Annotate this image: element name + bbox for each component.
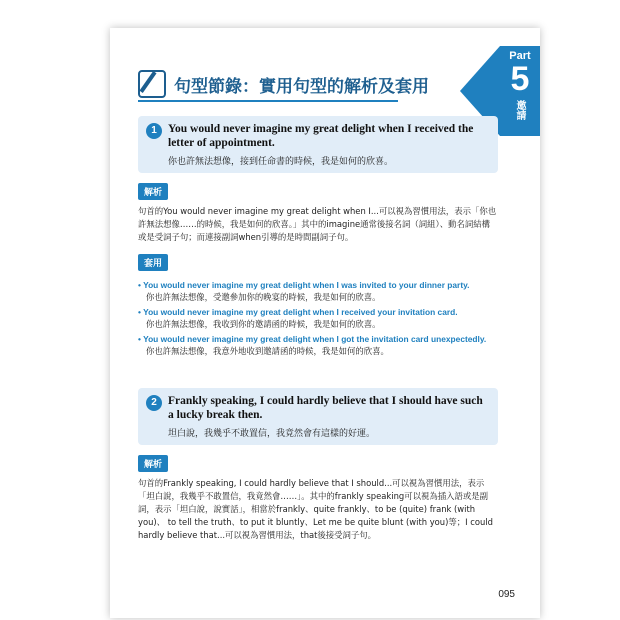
sentence-2-box — [138, 388, 498, 445]
usage-label: 套用 — [138, 254, 168, 271]
section-title-row — [138, 70, 429, 98]
pen-paper-icon — [138, 70, 166, 98]
sentence-2-section — [138, 388, 498, 542]
sentence-1-english: You would never imagine my great delight when I received the letter of appointment. — [168, 123, 474, 149]
analysis-label-2: 解析 — [138, 455, 168, 472]
sentence-1-section — [138, 116, 498, 357]
section-title: 句型節錄：實用句型的解析及套用 — [174, 76, 429, 97]
usage-item — [138, 279, 498, 303]
sentence-2-english: Frankly speaking, I could hardly believe that I should have such a lucky break then. — [168, 395, 483, 421]
usage-english: • You would never imagine my great delight when I got the invitation card unexpectedly. — [138, 334, 487, 344]
part-label: Part — [509, 50, 531, 62]
sentence-1-chinese: 你也許無法想像，接到任命書的時候，我是如何的欣喜。 — [168, 157, 394, 167]
usage-chinese: 你也許無法想像，我收到你的邀請函的時候，我是如何的欣喜。 — [146, 319, 381, 329]
usage-english: • You would never imagine my great delight when I was invited to your dinner party. — [138, 280, 470, 290]
sentence-2-badge: 2 — [146, 395, 162, 411]
book-page — [110, 28, 540, 618]
usage-chinese: 你也許無法想像，受邀參加你的晚宴的時候，我是如何的欣喜。 — [146, 292, 381, 302]
usage-item — [138, 333, 498, 357]
chapter-label: 邀請 — [514, 100, 525, 120]
analysis-text-2: 句首的Frankly speaking, I could hardly believe that I should...可以視為習慣用法，表示「坦白說，我幾乎不敢置信，我竟然會……」。其中的frankly speaking可以視為插入語或是副詞，表示「坦白說，說實話」，相當於frankly、quite frankly、to be (quite) frank (with you)、 to tell the truth、to put it bluntly、Let me be quite blunt (with you)等；I could hardly believe that...可以視為習慣用法，that後接受詞子句。 — [138, 478, 493, 540]
title-underline — [138, 100, 398, 102]
usage-chinese: 你也許無法想像，我意外地收到邀請函的時候，我是如何的欣喜。 — [146, 346, 389, 356]
part-number: 5 — [510, 60, 530, 98]
sentence-1-badge: 1 — [146, 123, 162, 139]
part-tab — [500, 46, 540, 136]
analysis-label-1: 解析 — [138, 183, 168, 200]
analysis-text-1: 句首的You would never imagine my great delight when I...可以視為習慣用法，表示「你也許無法想像……的時候，我是如何的欣喜。」其中的imagine通常後接名詞（詞組）、動名詞結構或是受詞子句；而連接副詞when引導的是時間副詞子句。 — [138, 206, 497, 242]
sentence-1-box — [138, 116, 498, 173]
usage-item — [138, 306, 498, 330]
usage-english: • You would never imagine my great delight when I received your invitation card. — [138, 307, 458, 317]
sentence-2-chinese: 坦白說，我幾乎不敢置信，我竟然會有這樣的好運。 — [168, 429, 376, 439]
page-number: 095 — [498, 589, 515, 600]
